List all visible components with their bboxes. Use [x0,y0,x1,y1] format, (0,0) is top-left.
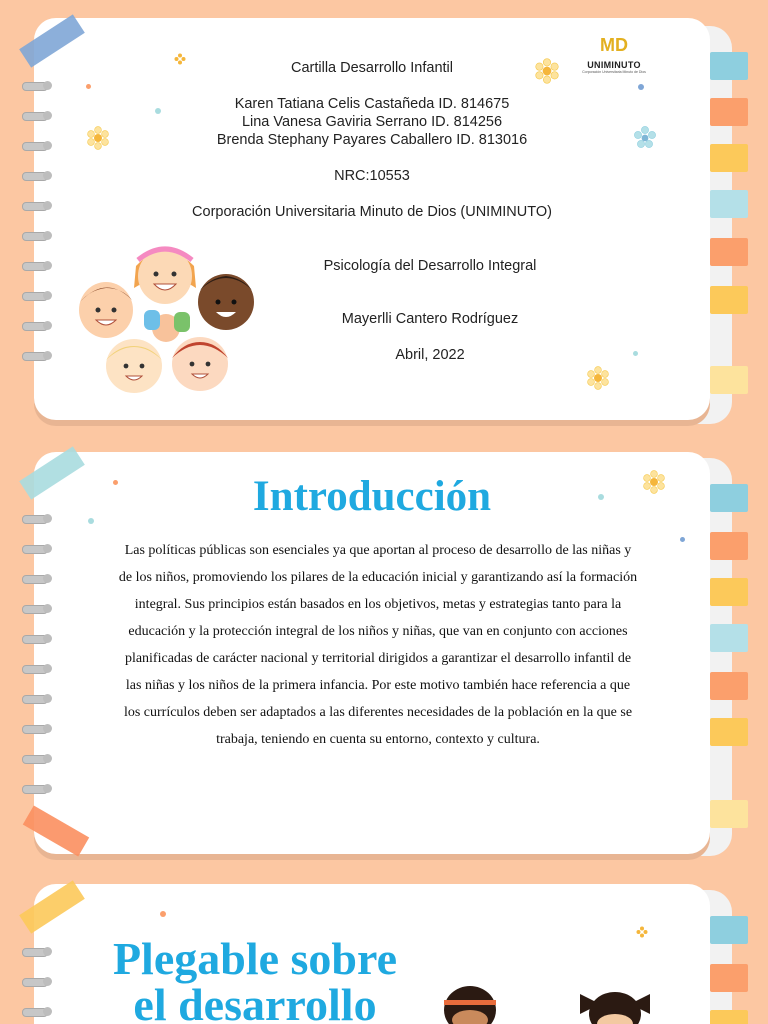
ring-binder-icon [22,665,52,672]
intro-title: Introducción [252,473,492,520]
plegable-title-line2: el desarrollo [133,979,377,1024]
ring-binder-icon [22,322,52,329]
tab-yellow [710,800,748,828]
logo-tagline: Corporación Universitaria Minuto de Dios [582,70,646,74]
decor-dot [86,84,91,89]
decor-dot [680,537,685,542]
ring-binder-icon [22,292,52,299]
ring-binder-icon [22,605,52,612]
cover-date: Abril, 2022 [395,347,465,363]
children-group-illustration [76,238,256,400]
ring-binder-icon [22,635,52,642]
ring-binder-icon [22,1008,52,1015]
teacher-name: Mayerlli Cantero Rodríguez [341,311,519,327]
tab-orange [710,98,748,126]
nrc-code: NRC:10553 [334,168,410,184]
ring-binder-icon [22,948,52,955]
plegable-title [60,933,450,1024]
ring-binder-icon [22,232,52,239]
tab-yellow [710,144,748,172]
logo-name: UNIMINUTO [587,60,641,70]
ring-binder-icon [22,262,52,269]
decor-dot [160,911,166,917]
author-1: Karen Tatiana Celis Castañeda ID. 814675 [234,96,510,112]
course-name: Psicología del Desarrollo Integral [323,258,537,274]
uniminuto-logo [578,30,650,86]
author-2: Lina Vanesa Gaviria Serrano ID. 814256 [241,114,503,130]
author-3: Brenda Stephany Payares Caballero ID. 813016 [216,132,528,148]
ring-binder-icon [22,695,52,702]
plegable-title-line1: Plegable sobre [112,933,398,984]
tab-blue [710,624,748,652]
institution: Corporación Universitaria Minuto de Dios (UNIMINUTO) [192,204,552,220]
ring-binder-icon [22,725,52,732]
ring-binder-icon [22,545,52,552]
flower-icon [636,926,648,938]
tab-orange [710,964,748,992]
ring-binder-icon [22,755,52,762]
ring-binder-icon [22,785,52,792]
ring-binder-icon [22,352,52,359]
tab-blue [710,190,748,218]
tab-yellow [710,578,748,606]
tab-yellow [710,286,748,314]
tab-yellow [710,366,748,394]
tab-orange [710,672,748,700]
tab-orange [710,532,748,560]
intro-paragraph: Las políticas públicas son esenciales ya que aportan al proceso de desarrollo de las niñas y de los niños, promoviendo los pilares de la educación inicial y garantizando así la formación integral. Sus principios están basados en los objetivos, metas y estrategias tanto para la educación y la protección integral de los niños y niñas, que van en conjunto con acciones planificadas de carácter nacional y territorial dirigidos a garantizar el desarrollo infantil de las niñas y los niños de la primera infancia. Por este motivo también hace referencia a que los currículos deben ser adaptados a las diferentes necesidades de la población en la que se trabaja, teniendo en cuenta su entorno, contexto y cultura. [118,543,638,747]
tab-blue [710,916,748,944]
logo-mark: MD [600,35,628,55]
tab-blue [710,52,748,80]
tab-blue [710,484,748,512]
ring-binder-icon [22,82,52,89]
tab-yellow [710,718,748,746]
flower-icon [586,366,610,390]
ring-binder-icon [22,575,52,582]
ring-binder-icon [22,978,52,985]
tab-yellow [710,1010,748,1024]
cover-title: Cartilla Desarrollo Infantil [291,60,453,76]
children-illustration [430,970,670,1024]
